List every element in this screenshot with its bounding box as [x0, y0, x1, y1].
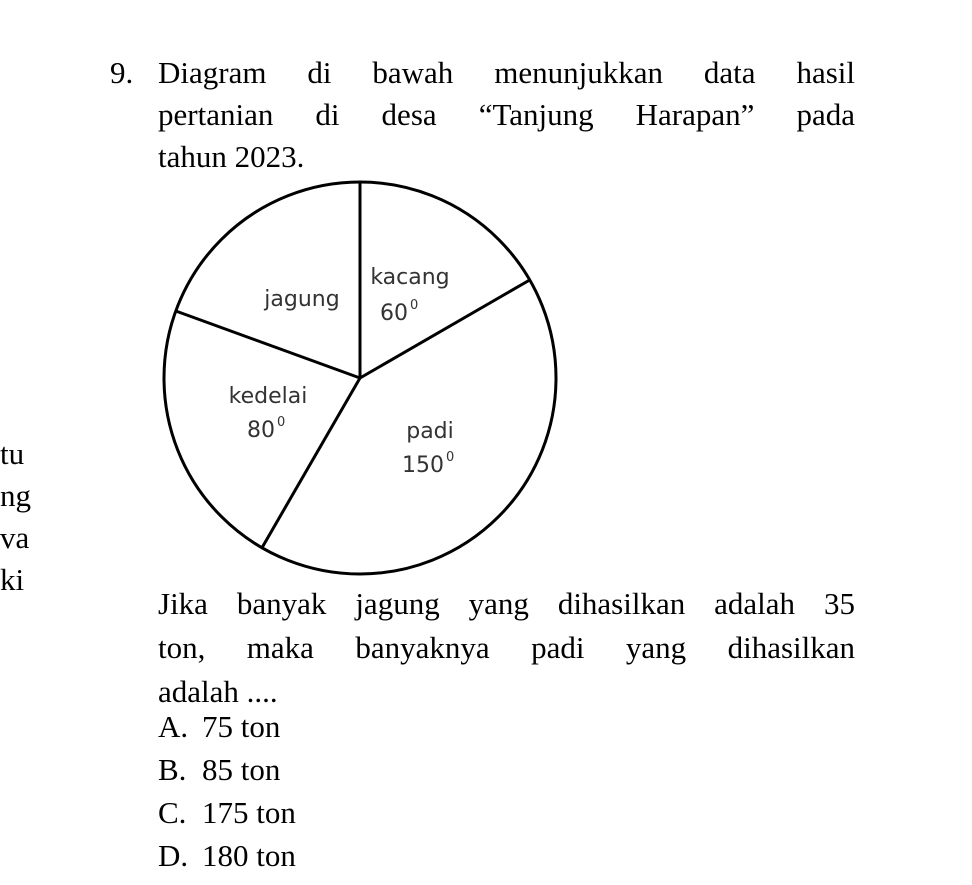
follow-line: Jika banyak jagung yang dihasilkan adalah 35: [158, 586, 855, 621]
slice-degree-padi: 0: [446, 450, 455, 465]
option-letter: B.: [158, 752, 187, 787]
slice-boundary-jagung: [176, 311, 360, 378]
option-letter: A.: [158, 709, 189, 744]
question-line: Diagram di bawah menunjukkan data hasil: [158, 55, 855, 90]
option-letter: D.: [158, 838, 189, 873]
edge-fragment: tu: [0, 436, 25, 471]
slice-label-kedelai: kedelai: [228, 384, 308, 409]
option-c[interactable]: [158, 791, 296, 834]
question-line: pertanian di desa “Tanjung Harapan” pada: [158, 97, 855, 132]
follow-line: ton, maka banyaknya padi yang dihasilkan: [158, 630, 855, 665]
slice-label-kacang: kacang: [370, 265, 450, 290]
option-text: 180 ton: [202, 838, 296, 873]
slice-angle-padi: 150: [402, 453, 444, 478]
question-number: 9.: [110, 55, 134, 90]
option-text: 85 ton: [202, 752, 281, 787]
edge-fragment: ng: [0, 478, 31, 513]
slice-angle-kedelai: 80: [247, 418, 275, 443]
slice-label-padi: padi: [406, 419, 454, 444]
answer-options: [158, 705, 296, 877]
question-line: tahun 2023.: [158, 139, 305, 174]
option-letter: C.: [158, 795, 187, 830]
edge-fragment: ki: [0, 562, 25, 597]
slice-boundary-padi: [360, 280, 530, 378]
edge-fragment: va: [0, 520, 30, 555]
option-text: 175 ton: [202, 795, 296, 830]
option-b[interactable]: [158, 748, 296, 791]
option-d[interactable]: [158, 834, 296, 877]
slice-degree-kacang: 0: [410, 298, 419, 313]
follow-line: adalah ....: [158, 674, 278, 709]
option-text: 75 ton: [202, 709, 281, 744]
slice-degree-kedelai: 0: [277, 415, 286, 430]
slice-angle-kacang: 60: [380, 301, 408, 326]
slice-label-jagung: jagung: [264, 287, 340, 312]
follow-up-text: [158, 582, 855, 714]
option-a[interactable]: [158, 705, 296, 748]
